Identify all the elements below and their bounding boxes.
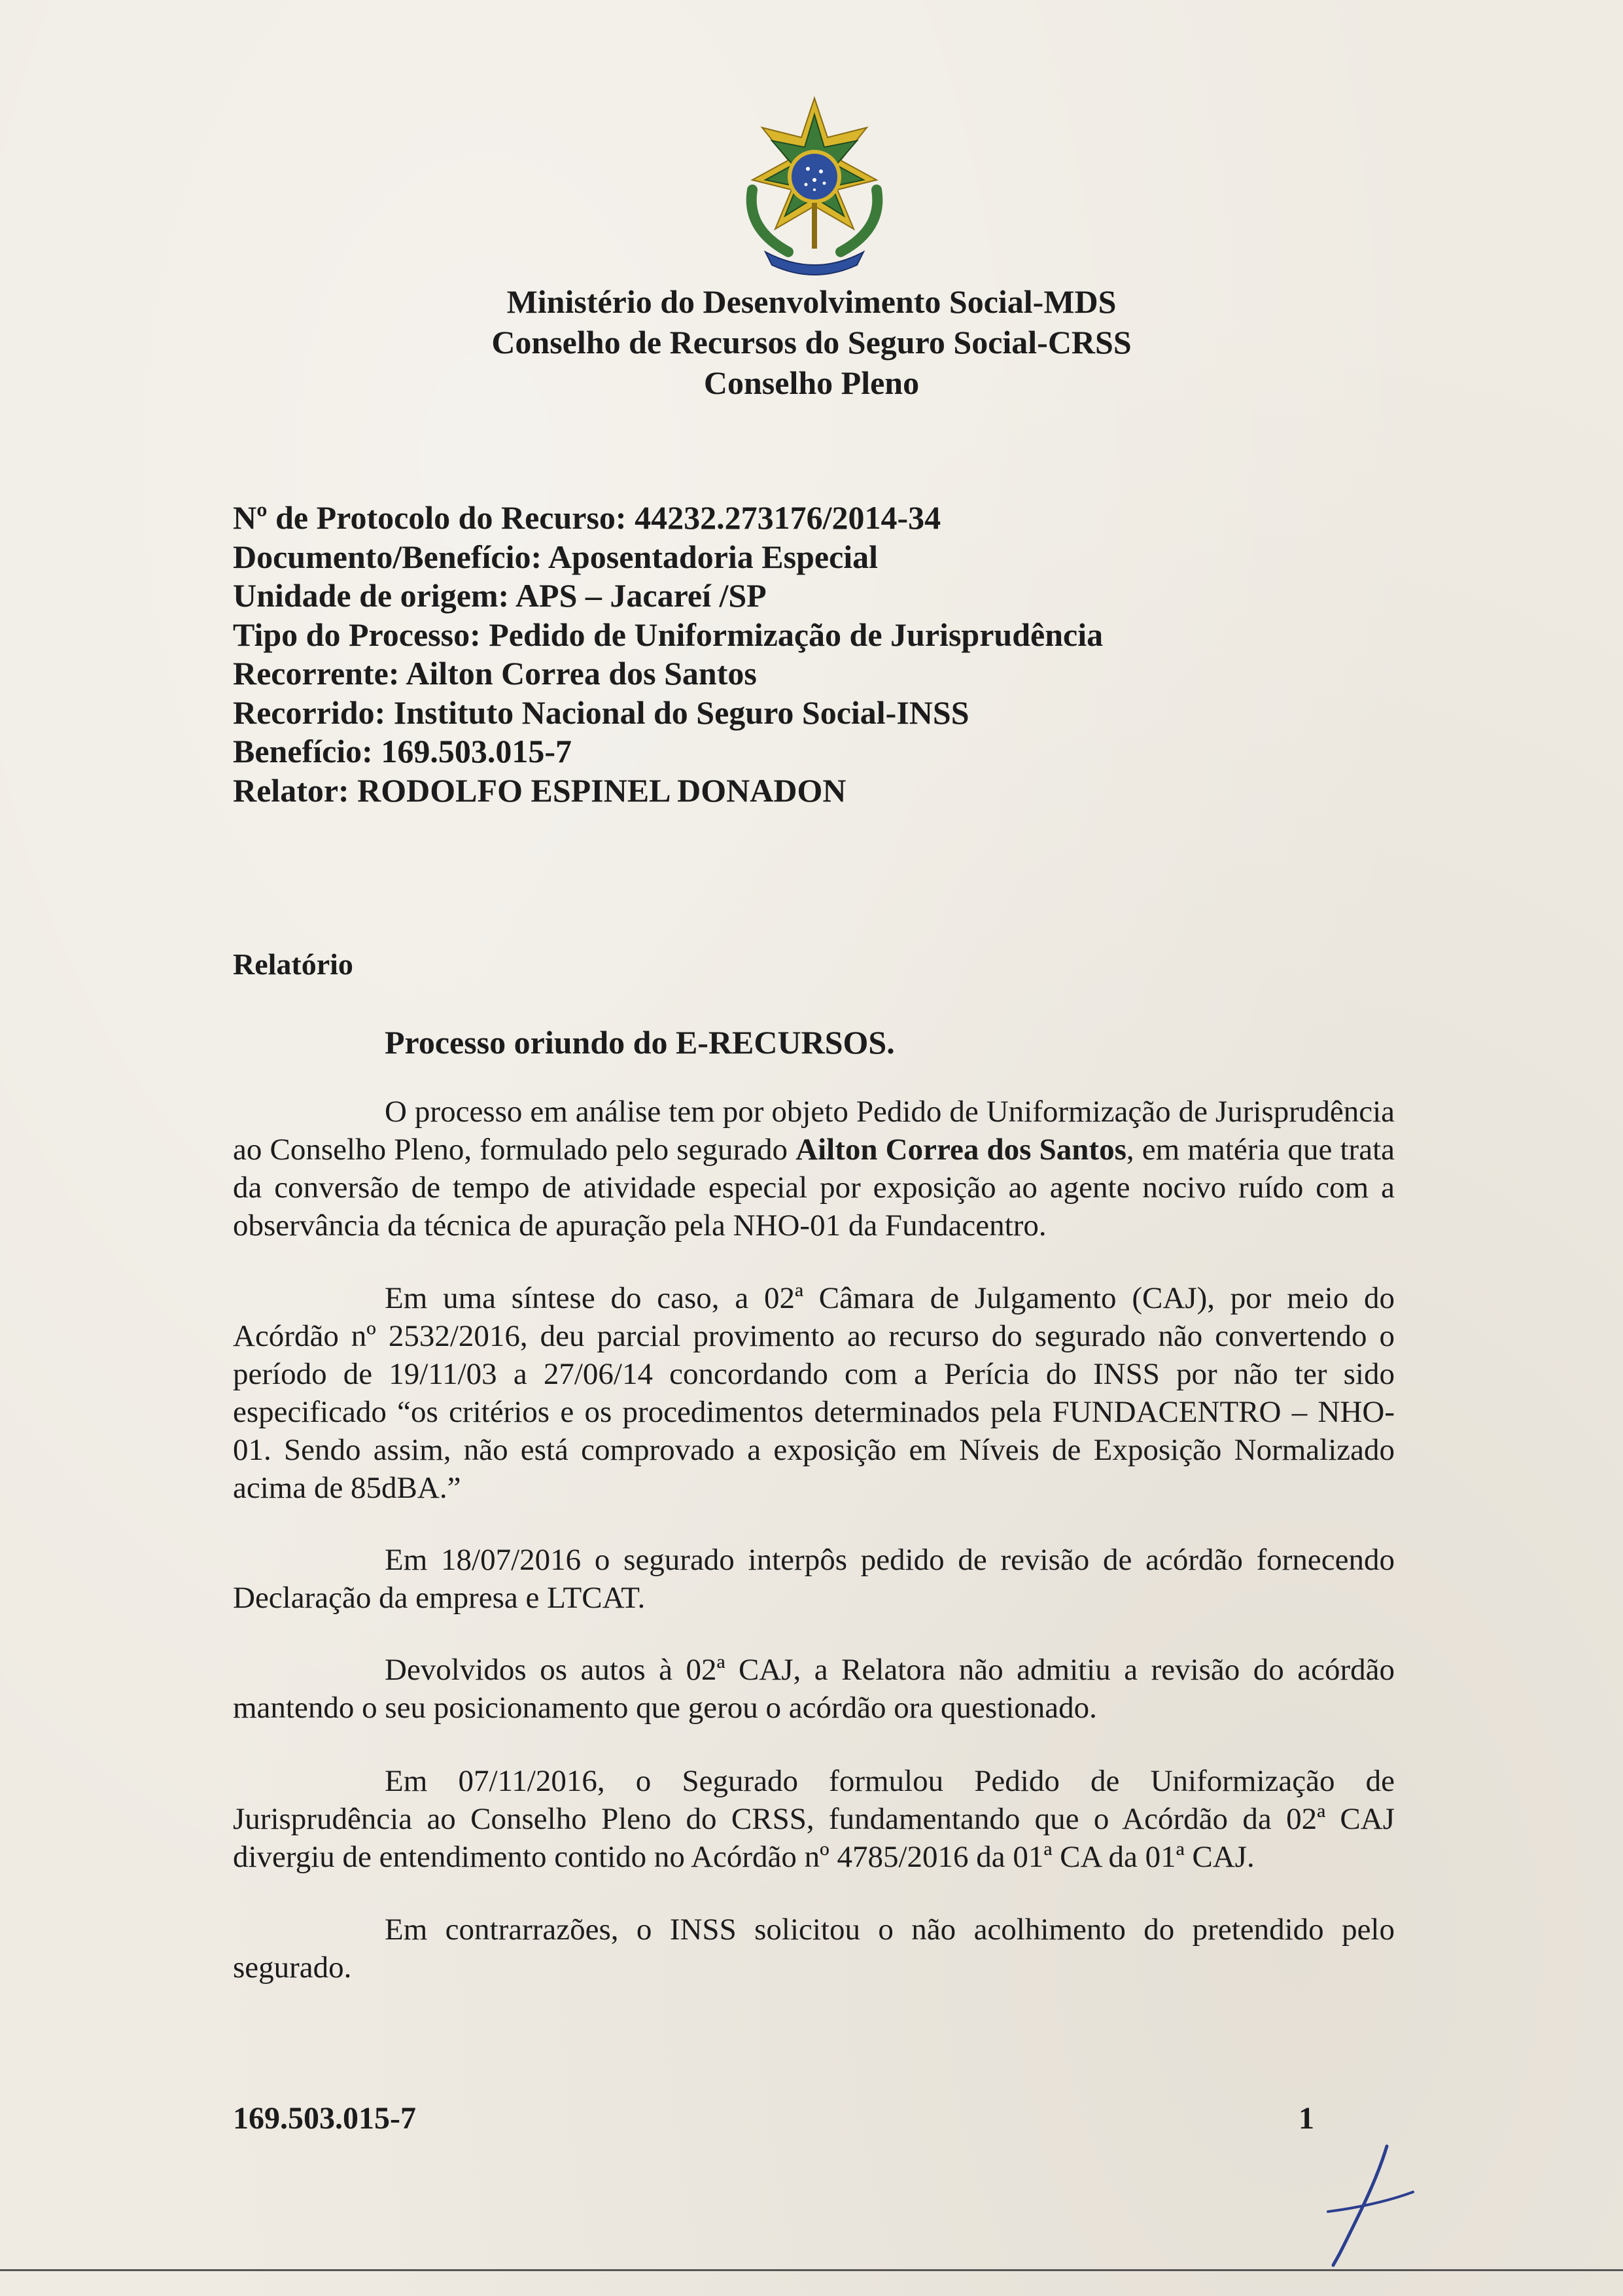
document-benefit: Documento/Benefício: Aposentadoria Especial (233, 538, 879, 575)
paragraph-3: Em 18/07/2016 o segurado interpôs pedido de revisão de acórdão fornecendo Declaração da empresa e LTCAT. (233, 1543, 1395, 1615)
footer-benefit-number: 169.503.015-7 (233, 2101, 416, 2136)
brazil-coat-of-arms-icon (726, 92, 903, 281)
paragraph-6: Em contrarrazões, o INSS solicitou o não acolhimento do pretendido pelo segurado. (233, 1913, 1395, 1985)
appellant: Recorrente: Ailton Correa dos Santos (233, 655, 757, 692)
process-origin: Processo oriundo do E-RECURSOS. (385, 1024, 895, 1061)
paragraph-1 (233, 1093, 1395, 1245)
benefit-number: Benefício: 169.503.015-7 (233, 733, 572, 769)
signature-initial-icon (1315, 2140, 1426, 2270)
appellant-name-bold: Ailton Correa dos Santos (795, 1133, 1126, 1167)
ministry-name: Ministério do Desenvolvimento Social-MDS (506, 283, 1117, 320)
origin-unit: Unidade de origem: APS – Jacareí /SP (233, 577, 767, 614)
protocol-number: Nº de Protocolo do Recurso: 44232.273176/2014-34 (233, 499, 941, 536)
respondent: Recorrido: Instituto Nacional do Seguro Social-INSS (233, 694, 969, 731)
process-metadata (233, 499, 1476, 810)
paragraph-2: Em uma síntese do caso, a 02ª Câmara de Julgamento (CAJ), por meio do Acórdão nº 2532/2016, deu parcial provimento ao recurso do segurado não convertendo o período de 19/11/03 a 27/06/14 concordando com a Perícia do INSS por não ter sido especificado “os critérios e os procedimentos determinados pela FUNDACENTRO – NHO-01. Sendo assim, não está comprovado a exposição em Níveis de Exposição Normalizado acima de 85dBA.” (233, 1281, 1395, 1505)
paragraph-1-text-b: , em matéria que trata da conversão de tempo de atividade especial por exposição ao agente nocivo ruído com a observância da técnica de apuração pela NHO-01 da Fundacentro. (233, 1133, 1395, 1243)
council-division: Conselho Pleno (703, 364, 920, 401)
council-name: Conselho de Recursos do Seguro Social-CRSS (491, 324, 1132, 361)
paragraph-5: Em 07/11/2016, o Segurado formulou Pedido de Uniformização de Jurisprudência ao Conselho Pleno do CRSS, fundamentando que o Acórdão da 02ª CAJ divergiu de entendimento contido no Acórdão nº 4785/2016 da 01ª CA da 01ª CAJ. (233, 1764, 1395, 1874)
page-number: 1 (1299, 2101, 1314, 2136)
document-header (0, 281, 1623, 403)
bottom-divider (0, 2269, 1623, 2271)
process-type: Tipo do Processo: Pedido de Uniformização de Jurisprudência (233, 616, 1104, 653)
rapporteur: Relator: RODOLFO ESPINEL DONADON (233, 771, 846, 809)
section-title-report: Relatório (233, 947, 353, 981)
paragraph-1-text-a: O processo em análise tem por objeto Pedido de Uniformização de Jurisprudência ao Conselho Pleno, formulado pelo segurado (233, 1095, 1395, 1167)
paragraph-4: Devolvidos os autos à 02ª CAJ, a Relatora não admitiu a revisão do acórdão mantendo o seu posicionamento que gerou o acórdão ora questionado. (233, 1653, 1395, 1725)
